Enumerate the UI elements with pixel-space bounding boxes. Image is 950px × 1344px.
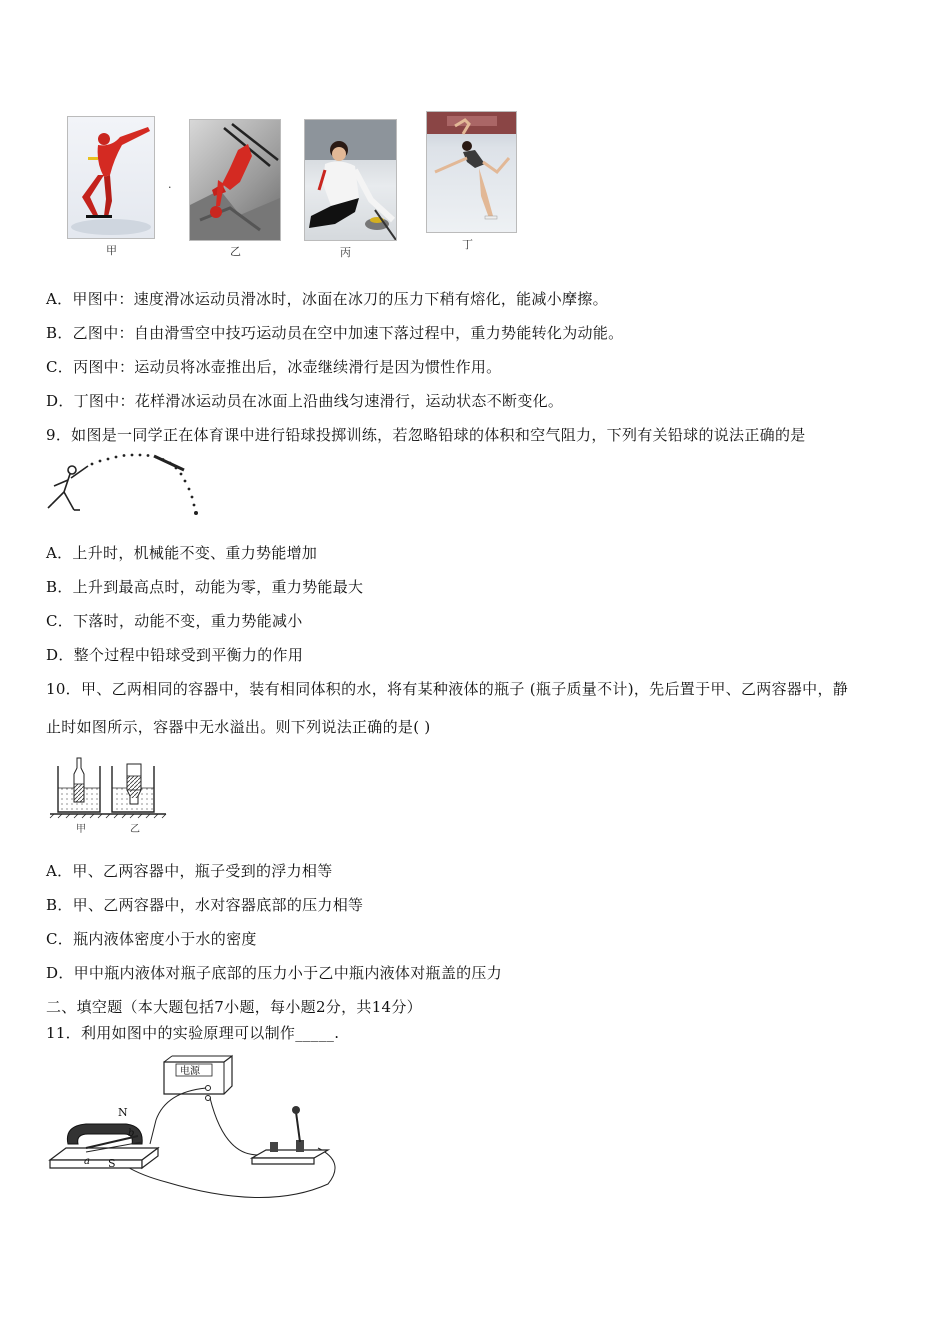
label-yi: 乙 xyxy=(130,824,140,835)
caption-ding: 丁 xyxy=(462,238,473,251)
label-jia: 甲 xyxy=(76,824,86,835)
aerial-skier-drawing xyxy=(190,120,280,240)
knife-switch xyxy=(252,1106,328,1164)
north-label: N xyxy=(118,1106,128,1119)
power-label: 电源 xyxy=(180,1066,200,1077)
separator-dot: . xyxy=(168,178,172,191)
q9-option-b: B．上升到最高点时，动能为零，重力势能最大 xyxy=(46,578,364,596)
b-label: b xyxy=(128,1128,135,1139)
q10-stem-line2: 止时如图所示，容器中无水溢出。则下列说法正确的是( ) xyxy=(46,718,431,736)
wire-top xyxy=(150,1088,206,1144)
q10-option-a: A．甲、乙两容器中，瓶子受到的浮力相等 xyxy=(46,862,333,880)
q10-option-d: D．甲中瓶内液体对瓶子底部的压力小于乙中瓶内液体对瓶盖的压力 xyxy=(46,964,503,982)
q10-option-b: B．甲、乙两容器中，水对容器底部的压力相等 xyxy=(46,896,364,914)
trajectory-dots xyxy=(91,454,198,515)
containers-figure xyxy=(50,752,170,838)
q8-option-a: A．甲图中：速度滑冰运动员滑冰时，冰面在冰刀的压力下稍有熔化，能减小摩擦。 xyxy=(46,290,608,308)
container-yi xyxy=(112,764,154,812)
power-supply-box xyxy=(164,1056,232,1101)
athlete-sketch xyxy=(48,466,88,510)
q8-option-c: C．丙图中：运动员将冰壶推出后，冰壶继续滑行是因为惯性作用。 xyxy=(46,358,502,376)
container-jia xyxy=(58,758,100,812)
q10-stem-line1: 10．甲、乙两相同的容器中，装有相同体积的水，将有某种液体的瓶子 (瓶子质量不计)，先后置于甲、乙两容器中，静 xyxy=(46,680,849,698)
section-2-heading: 二、填空题（本大题包括7小题，每小题2分，共14分） xyxy=(46,998,422,1016)
caption-yi: 乙 xyxy=(230,245,241,258)
q8-option-b: B．乙图中：自由滑雪空中技巧运动员在空中加速下落过程中，重力势能转化为动能。 xyxy=(46,324,624,342)
caption-jia: 甲 xyxy=(106,244,117,257)
trajectory-arc-segment xyxy=(154,456,184,470)
circuit-figure xyxy=(46,1052,346,1212)
photo-figure-skater xyxy=(426,111,517,233)
q9-option-c: C．下落时，动能不变，重力势能减小 xyxy=(46,612,303,630)
a-label: a xyxy=(84,1156,90,1167)
q9-stem: 9．如图是一同学正在体育课中进行铅球投掷训练，若忽略铅球的体积和空气阻力，下列有关铅球的说法正确的是 xyxy=(46,426,806,444)
q9-option-a: A．上升时，机械能不变、重力势能增加 xyxy=(46,544,318,562)
photo-speed-skater xyxy=(67,116,155,239)
photo-curler xyxy=(304,119,397,241)
speed-skater-drawing xyxy=(68,117,154,238)
q9-option-d: D．整个过程中铅球受到平衡力的作用 xyxy=(46,646,304,664)
south-label: S xyxy=(108,1157,116,1170)
wire-to-switch xyxy=(210,1098,270,1155)
figure-skater-drawing xyxy=(427,112,516,232)
magnet-apparatus xyxy=(50,1106,158,1170)
q11-stem: 11．利用如图中的实验原理可以制作_____. xyxy=(46,1024,340,1042)
q10-option-c: C．瓶内液体密度小于水的密度 xyxy=(46,930,257,948)
caption-bing: 丙 xyxy=(340,246,351,259)
photo-aerial-skier xyxy=(189,119,281,241)
shot-put-figure xyxy=(44,452,214,522)
curler-drawing xyxy=(305,120,396,240)
q8-option-d: D．丁图中：花样滑冰运动员在冰面上沿曲线匀速滑行，运动状态不断变化。 xyxy=(46,392,564,410)
